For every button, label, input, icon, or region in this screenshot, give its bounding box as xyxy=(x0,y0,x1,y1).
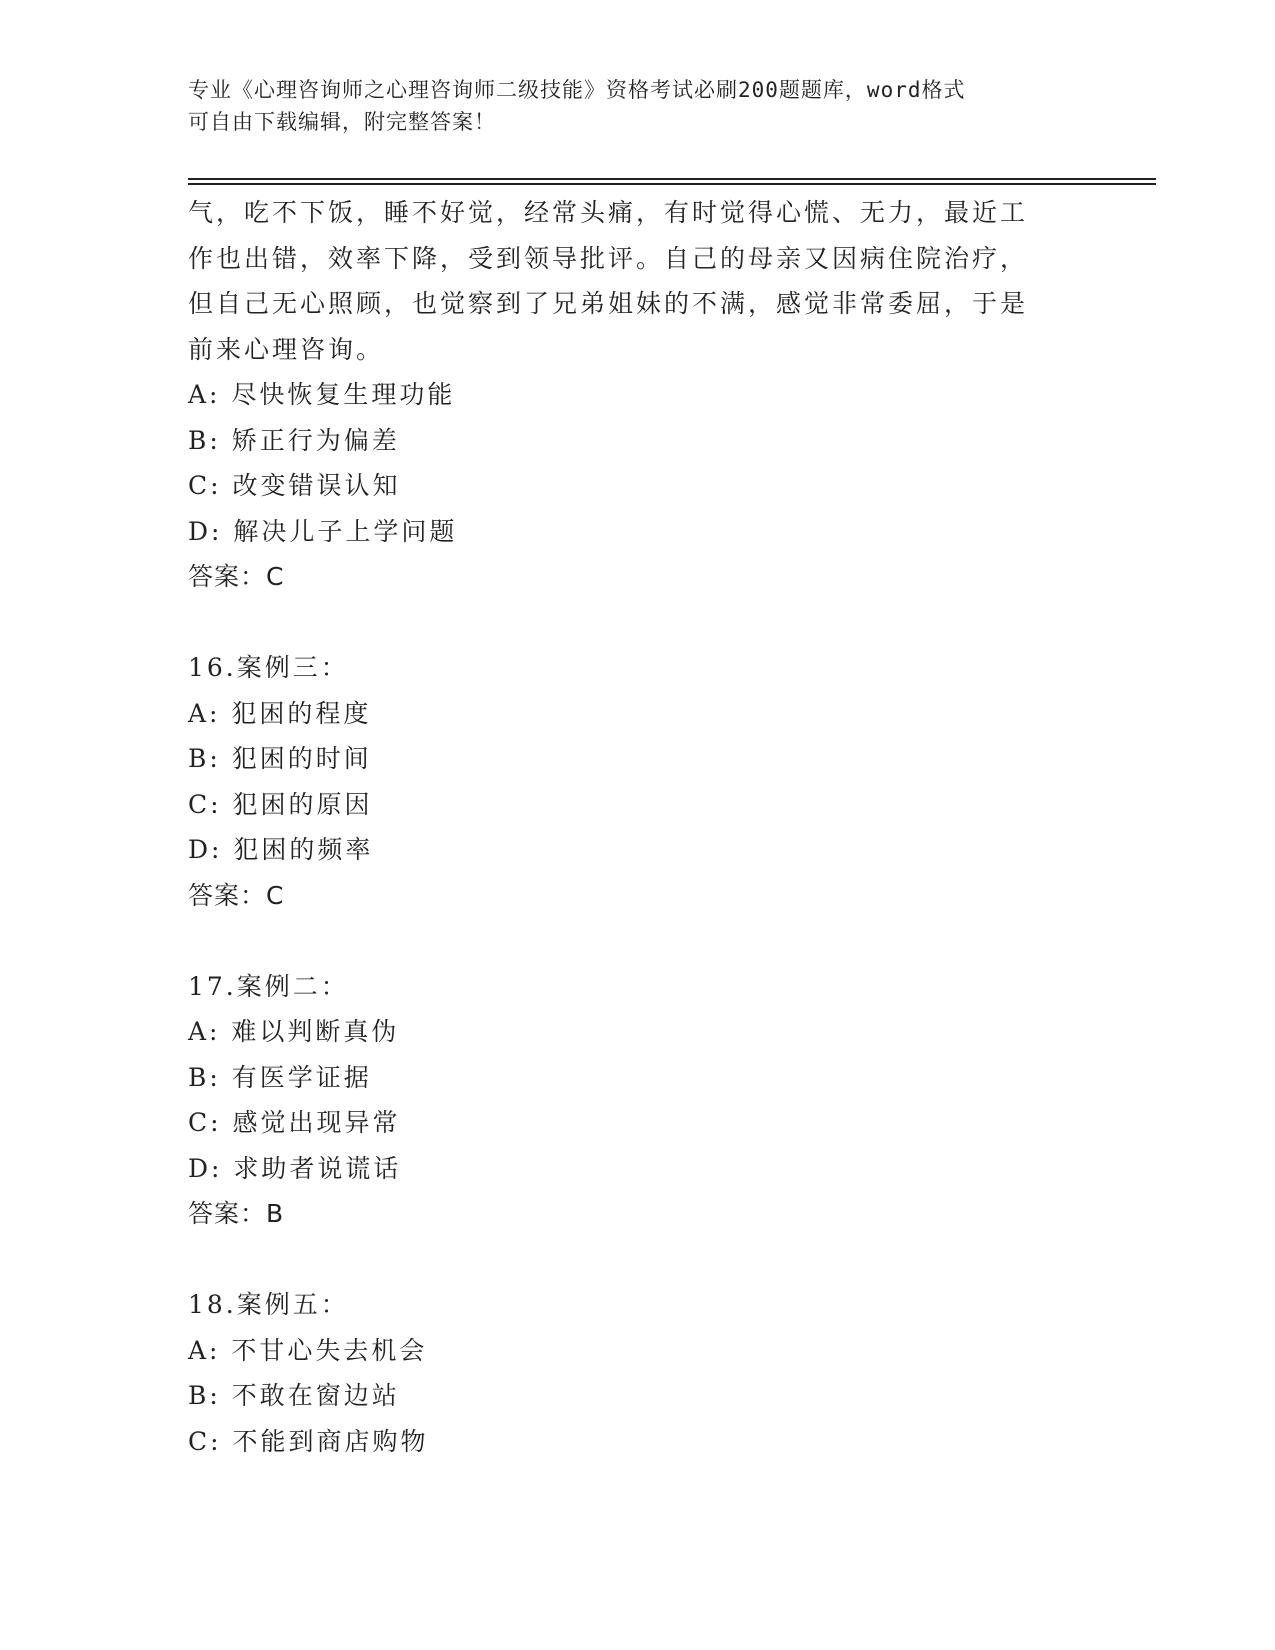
header-rule-top xyxy=(188,178,1156,180)
answer-label: 答案：C xyxy=(188,562,285,591)
answer-label: 答案：C xyxy=(188,880,285,910)
case-text-line: 前来心理咨询。 xyxy=(188,334,385,364)
option-a: A: 不甘心失去机会 xyxy=(188,1335,428,1365)
question-18 xyxy=(188,1282,1088,1464)
case-text-line: 但自己无心照顾，也觉察到了兄弟姐妹的不满，感觉非常委屈，于是 xyxy=(188,289,1029,318)
spacer xyxy=(188,600,1088,646)
option-a: A: 犯困的程度 xyxy=(188,698,372,728)
option-b: B: 有医学证据 xyxy=(188,1062,372,1092)
header-title-line-1: 专业《心理咨询师之心理咨询师二级技能》资格考试必刷200题题库，word格式 xyxy=(188,78,966,102)
question-title: 16.案例三： xyxy=(188,653,349,682)
option-b: B: 矫正行为偏差 xyxy=(188,425,400,455)
answer-label: 答案：B xyxy=(188,1199,285,1228)
option-a: A: 难以判断真伪 xyxy=(188,1017,400,1046)
question-17 xyxy=(188,964,1088,1237)
question-15-options xyxy=(188,372,1088,600)
spacer xyxy=(188,918,1088,964)
option-d: D: 求助者说谎话 xyxy=(188,1153,402,1183)
question-title: 18.案例五： xyxy=(188,1290,349,1319)
question-content xyxy=(188,190,1088,1464)
option-a: A: 尽快恢复生理功能 xyxy=(188,380,456,409)
option-c: C: 感觉出现异常 xyxy=(188,1108,401,1137)
page-header xyxy=(188,74,1088,138)
option-d: D: 解决儿子上学问题 xyxy=(188,516,458,546)
option-b: B: 犯困的时间 xyxy=(188,744,372,773)
header-title-line-2: 可自由下载编辑，附完整答案！ xyxy=(188,110,496,134)
question-title: 17.案例二： xyxy=(188,971,349,1001)
question-16 xyxy=(188,645,1088,918)
case-description xyxy=(188,190,1088,372)
option-c: C: 不能到商店购物 xyxy=(188,1426,429,1456)
option-c: C: 犯困的原因 xyxy=(188,789,373,819)
option-d: D: 犯困的频率 xyxy=(188,835,374,864)
case-text-line: 气，吃不下饭，睡不好觉，经常头痛，有时觉得心慌、无力，最近工 xyxy=(188,198,1029,227)
case-text-line: 作也出错，效率下降，受到领导批评。自己的母亲又因病住院治疗， xyxy=(188,243,1029,273)
header-rule-bottom xyxy=(188,183,1156,185)
option-b: B: 不敢在窗边站 xyxy=(188,1381,400,1410)
option-c: C: 改变错误认知 xyxy=(188,471,401,500)
spacer xyxy=(188,1237,1088,1283)
